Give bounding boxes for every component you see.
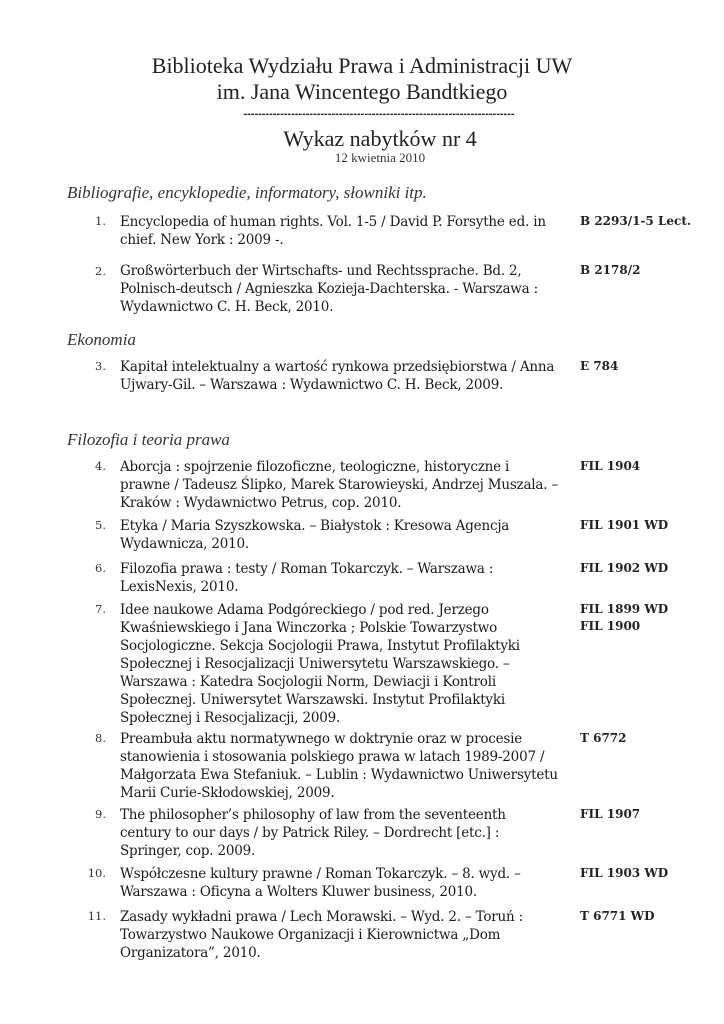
item-description: Współczesne kultury prawne / Roman Tokarczyk. – 8. wyd. – Warszawa : Oficyna a Wolters Kluwer business, 2010. xyxy=(120,866,521,900)
item-number: 7. xyxy=(95,602,106,616)
item-description: Kapitał intelektualny a wartość rynkowa przedsiębiorstwa / Anna Ujwary-Gil. – Warszawa : Wydawnictwo C. H. Beck, 2009. xyxy=(120,359,555,393)
separator-line: -------------------------------------------------------------------------- xyxy=(243,108,515,120)
item-description: Großwörterbuch der Wirtschafts- und Rechtssprache. Bd. 2, Polnisch-deutsch / Agnieszka Kozieja-Dachterska. - Warszawa : Wydawnictwo C. H. Beck, 2010. xyxy=(120,263,538,315)
item-description: Encyclopedia of human rights. Vol. 1-5 / David P. Forsythe ed. in chief. New York : 2009 -. xyxy=(120,214,546,248)
item-description: Etyka / Maria Szyszkowska. – Białystok : Kresowa Agencja Wydawnicza, 2010. xyxy=(120,518,510,552)
item-number: 11. xyxy=(87,909,106,923)
call-number: FIL 1903 WD xyxy=(580,866,669,880)
call-number: B 2293/1-5 Lect. xyxy=(580,214,692,228)
call-number: E 784 xyxy=(580,359,619,373)
item-number: 10. xyxy=(87,866,106,880)
list-date: 12 kwietnia 2010 xyxy=(334,150,426,165)
call-number: FIL 1899 WD xyxy=(580,602,669,616)
item-description: Aborcja : spojrzenie filozoficzne, teologiczne, historyczne i prawne / Tadeusz Ślipko, Marek Starowieyski, Andrzej Muszala. – Kraków : Wydawnictwo Petrus, cop. 2010. xyxy=(120,459,559,511)
item-number: 8. xyxy=(95,731,106,745)
item-number: 2. xyxy=(95,264,106,278)
call-number-secondary: FIL 1900 xyxy=(580,619,641,633)
item-number: 4. xyxy=(95,459,106,473)
item-description: Preambuła aktu normatywnego w doktrynie oraz w procesie stanowienia i stosowania polskiego prawa w latach 1989-2007 / Małgorzata Ewa Stefaniuk. – Lublin : Wydawnictwo Uniwersytetu Marii Curie-Skłodowskiej, 2009. xyxy=(120,731,558,801)
item-number: 1. xyxy=(95,214,106,228)
item-description: Zasady wykładni prawa / Lech Morawski. – Wyd. 2. – Toruń : Towarzystwo Naukowe Organizacji i Kierownictwa „Dom Organizatora”, 2010. xyxy=(120,909,523,961)
call-number: T 6772 xyxy=(580,731,627,745)
item-number: 9. xyxy=(95,807,106,821)
item-description: Filozofia prawa : testy / Roman Tokarczyk. – Warszawa : LexisNexis, 2010. xyxy=(120,561,494,595)
page-title: Wykaz nabytków nr 4 xyxy=(283,126,477,151)
call-number: FIL 1902 WD xyxy=(580,561,669,575)
call-number: B 2178/2 xyxy=(580,263,641,277)
call-number: FIL 1907 xyxy=(580,807,641,821)
item-description: The philosopher’s philosophy of law from the seventeenth century to our days / by Patrick Riley. – Dordrecht [etc.] : Springer, cop. 2009. xyxy=(120,807,506,859)
call-number: FIL 1901 WD xyxy=(580,518,669,532)
section-heading-ekonomia: Ekonomia xyxy=(67,330,136,349)
call-number: FIL 1904 xyxy=(580,459,641,473)
item-description: Idee naukowe Adama Podgóreckiego / pod red. Jerzego Kwaśniewskiego i Jana Winczorka ; Polskie Towarzystwo Socjologiczne. Sekcja Socjologii Prawa, Instytut Profilaktyki Społecznej i Resocjalizacji Uniwersytetu Warszawskiego. – Warszawa : Katedra Socjologii Norm, Dewiacji i Kontroli Społecznej. Uniwersytet Warszawski. Instytut Profilaktyki Społecznej i Resocjalizacji, 2009. xyxy=(120,602,520,726)
item-number: 3. xyxy=(95,359,106,373)
section-heading-filozofia: Filozofia i teoria prawa xyxy=(67,430,230,449)
item-number: 5. xyxy=(95,518,106,532)
library-name-line2: im. Jana Wincentego Bandtkiego xyxy=(216,79,508,104)
section-heading-bibliografie: Bibliografie, encyklopedie, informatory, słowniki itp. xyxy=(67,183,427,202)
call-number: T 6771 WD xyxy=(580,909,655,923)
library-name-line1: Biblioteka Wydziału Prawa i Administracji UW xyxy=(151,53,573,78)
item-number: 6. xyxy=(95,561,106,575)
